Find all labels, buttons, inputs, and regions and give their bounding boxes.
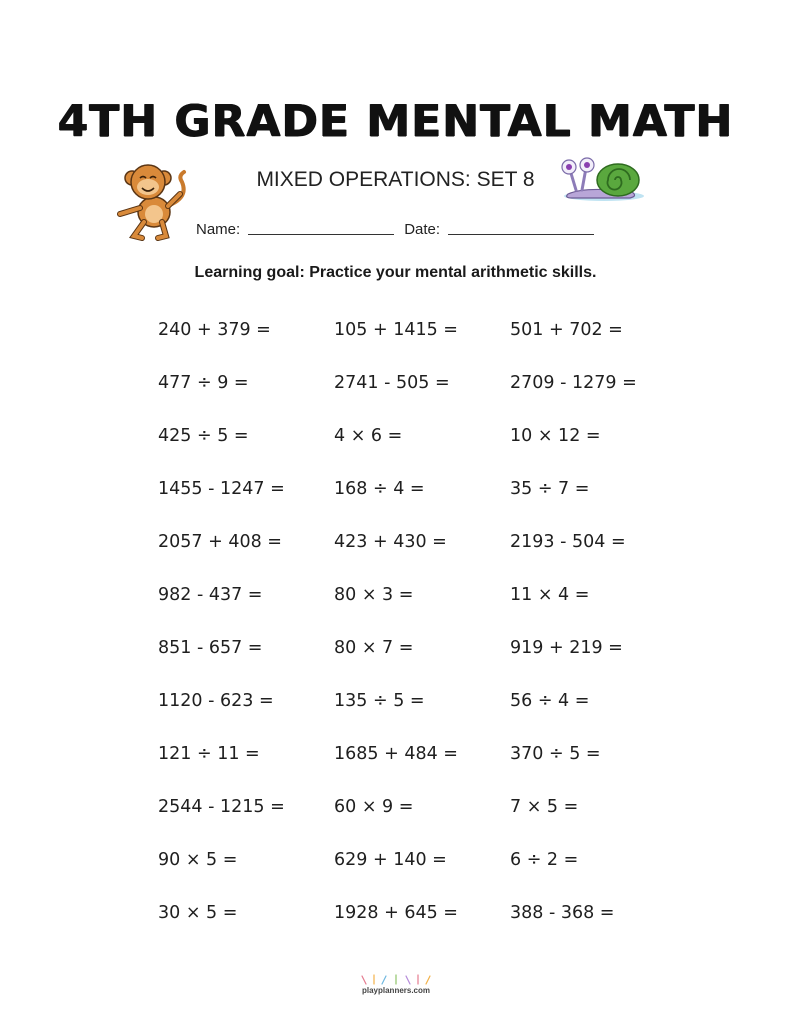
problem-item: 60 × 9 =	[334, 797, 414, 817]
problem-item: 1685 + 484 =	[334, 744, 458, 764]
problem-item: 919 + 219 =	[510, 638, 623, 658]
problem-item: 4 × 6 =	[334, 426, 403, 446]
snail-icon	[556, 156, 648, 202]
problem-item: 501 + 702 =	[510, 320, 623, 340]
worksheet-subtitle: MIXED OPERATIONS: SET 8	[256, 168, 535, 191]
problem-item: 30 × 5 =	[158, 903, 238, 923]
name-date-row	[196, 216, 604, 238]
date-label: Date:	[404, 221, 441, 238]
name-label: Name:	[196, 221, 241, 238]
problem-item: 425 ÷ 5 =	[158, 426, 249, 446]
problem-item: 11 × 4 =	[510, 585, 590, 605]
problem-grid	[158, 318, 678, 954]
problem-item: 80 × 3 =	[334, 585, 414, 605]
problem-item: 388 - 368 =	[510, 903, 615, 923]
problem-item: 7 × 5 =	[510, 797, 579, 817]
problem-item: 168 ÷ 4 =	[334, 479, 425, 499]
problem-item: 370 ÷ 5 =	[510, 744, 601, 764]
problem-item: 2544 - 1215 =	[158, 797, 285, 817]
problem-item: 1455 - 1247 =	[158, 479, 285, 499]
problem-item: 56 ÷ 4 =	[510, 691, 590, 711]
problem-item: 90 × 5 =	[158, 850, 238, 870]
problem-item: 135 ÷ 5 =	[334, 691, 425, 711]
problem-item: 629 + 140 =	[334, 850, 447, 870]
problem-item: 2709 - 1279 =	[510, 373, 637, 393]
problem-item: 477 ÷ 9 =	[158, 373, 249, 393]
problem-item: 105 + 1415 =	[334, 320, 458, 340]
problem-item: 2193 - 504 =	[510, 532, 626, 552]
problem-item: 1928 + 645 =	[334, 903, 458, 923]
site-url[interactable]: playplanners.com	[361, 986, 431, 995]
problem-item: 851 - 657 =	[158, 638, 263, 658]
problem-item: 80 × 7 =	[334, 638, 414, 658]
learning-goal: Learning goal: Practice your mental arithmetic skills.	[194, 264, 597, 281]
footer-logo	[340, 974, 452, 998]
problem-item: 10 × 12 =	[510, 426, 601, 446]
problem-item: 1120 - 623 =	[158, 691, 274, 711]
problem-item: 240 + 379 =	[158, 320, 271, 340]
name-field[interactable]	[248, 234, 394, 235]
problem-item: 2057 + 408 =	[158, 532, 282, 552]
date-field[interactable]	[448, 234, 594, 235]
problem-item: 6 ÷ 2 =	[510, 850, 579, 870]
problem-item: 121 ÷ 11 =	[158, 744, 260, 764]
problem-item: 423 + 430 =	[334, 532, 447, 552]
problem-item: 2741 - 505 =	[334, 373, 450, 393]
problem-item: 35 ÷ 7 =	[510, 479, 590, 499]
page-title: 4TH GRADE MENTAL MATH	[57, 96, 734, 147]
problem-item: 982 - 437 =	[158, 585, 263, 605]
